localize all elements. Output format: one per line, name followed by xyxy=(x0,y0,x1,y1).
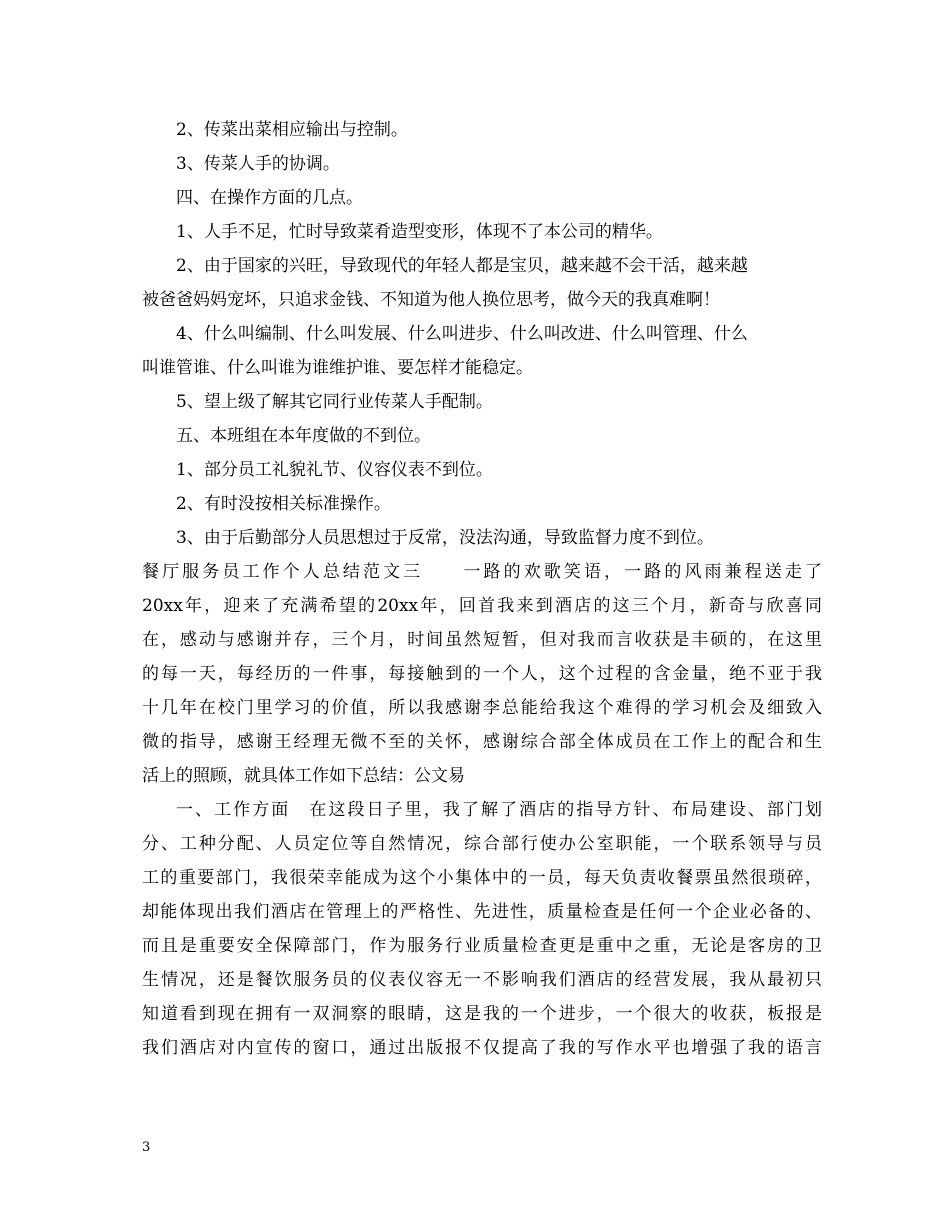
paragraph-line: 4、什么叫编制、什么叫发展、什么叫进步、什么叫改进、什么叫管理、什么 xyxy=(176,324,748,344)
paragraph-line: 我们酒店对内宣传的窗口，通过出版报不仅提高了我的写作水平也增强了我的语言 xyxy=(142,1038,822,1058)
paragraph-line: 的每一天，每经历的一件事，每接触到的一个人，这个过程的含金量，绝不亚于我 xyxy=(142,664,822,684)
page-number: 3 xyxy=(142,1140,151,1155)
paragraph-line: 2、有时没按相关标准操作。 xyxy=(176,494,391,514)
paragraph-line: 一、工作方面 在这段日子里，我了解了酒店的指导方针、布局建设、部门划 xyxy=(176,800,822,820)
paragraph-line: 而且是重要安全保障部门，作为服务行业质量检查更是重中之重，无论是客房的卫 xyxy=(142,936,822,956)
paragraph-line: 1、部分员工礼貌礼节、仪容仪表不到位。 xyxy=(176,460,493,480)
paragraph-line: 在，感动与感谢并存，三个月，时间虽然短暂，但对我而言收获是丰硕的，在这里 xyxy=(142,630,822,650)
paragraph-line: 知道看到现在拥有一双洞察的眼睛，这是我的一个进步，一个很大的收获，板报是 xyxy=(142,1004,822,1024)
paragraph-line: 却能体现出我们酒店在管理上的严格性、先进性，质量检查是任何一个企业必备的、 xyxy=(142,902,822,922)
paragraph-line: 1、人手不足，忙时导致菜肴造型变形，体现不了本公司的精华。 xyxy=(176,222,663,242)
section-heading: 五、本班组在本年度做的不到位。 xyxy=(176,426,431,446)
paragraph-line: 四、在操作方面的几点。 xyxy=(176,188,363,208)
paragraph-line: 餐厅服务员工作个人总结范文三 一路的欢歌笑语，一路的风雨兼程送走了 xyxy=(142,562,822,582)
paragraph-line: 被爸爸妈妈宠坏，只追求金钱、不知道为他人换位思考，做今天的我真难啊！ xyxy=(142,290,720,310)
paragraph-line: 十几年在校门里学习的价值，所以我感谢李总能给我这个难得的学习机会及细致入 xyxy=(142,698,822,718)
paragraph-line: 活上的照顾，就具体工作如下总结：公文易 xyxy=(142,766,465,786)
paragraph-line: 2、由于国家的兴旺，导致现代的年轻人都是宝贝，越来越不会干活，越来越 xyxy=(176,256,748,276)
paragraph-line: 5、望上级了解其它同行业传菜人手配制。 xyxy=(176,392,493,412)
paragraph-line: 分、工种分配、人员定位等自然情况，综合部行使办公室职能，一个联系领导与员 xyxy=(142,834,822,854)
paragraph-line: 2、传菜出菜相应输出与控制。 xyxy=(176,120,408,140)
paragraph-line: 生情况，还是餐饮服务员的仪表仪容无一不影响我们酒店的经营发展，我从最初只 xyxy=(142,970,822,990)
paragraph-line: 3、由于后勤部分人员思想过于反常，没法沟通，导致监督力度不到位。 xyxy=(176,528,714,548)
paragraph-line: 20xx年，迎来了充满希望的20xx年，回首我来到酒店的这三个月，新奇与欣喜同 xyxy=(142,596,822,616)
paragraph-line: 3、传菜人手的协调。 xyxy=(176,154,340,174)
paragraph-line: 工的重要部门，我很荣幸能成为这个小集体中的一员，每天负责收餐票虽然很琐碎， xyxy=(142,868,822,888)
paragraph-line: 微的指导，感谢王经理无微不至的关怀，感谢综合部全体成员在工作上的配合和生 xyxy=(142,732,822,752)
paragraph-line: 叫谁管谁、什么叫谁为谁维护谁、要怎样才能稳定。 xyxy=(142,358,533,378)
